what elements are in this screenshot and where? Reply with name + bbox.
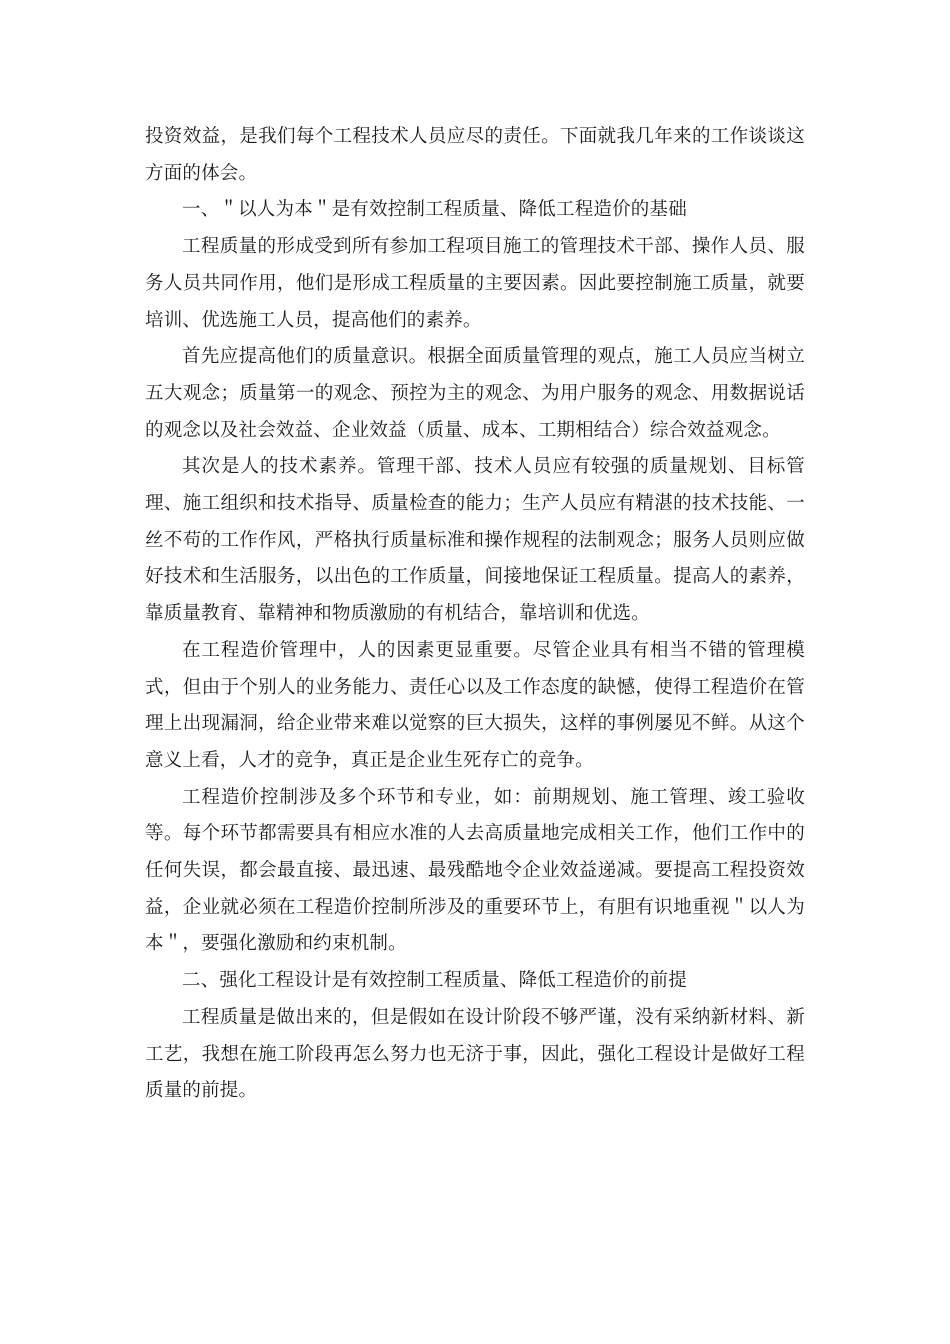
section-heading-1: 一、＂以人为本＂是有效控制工程质量、降低工程造价的基础 <box>182 199 687 221</box>
paragraph-cost-management: 在工程造价管理中，人的因素更显重要。尽管企业具有相当不错的管理模式，但由于个别人的业务能力、责任心以及工作态度的缺憾，使得工程造价在管理上出现漏洞，给企业带来难以觉察的巨大损失，这样的事例屡见不鲜。从这个意义上看，人才的竞争，真正是企业生死存亡的竞争。 <box>145 639 805 771</box>
paragraph-cost-control: 工程造价控制涉及多个环节和专业，如：前期规划、施工管理、竣工验收等。每个环节都需要具有相应水准的人去高质量地完成相关工作，他们工作中的任何失误，都会最直接、最迅速、最残酷地令企业效益递减。要提高工程投资效益，企业就必须在工程造价控制所涉及的重要环节上，有胆有识地重视＂以人为本＂，要强化激励和约束机制。 <box>145 786 805 955</box>
paragraph-quality-formation: 工程质量的形成受到所有参加工程项目施工的管理技术干部、操作人员、服务人员共同作用，他们是形成工程质量的主要因素。因此要控制施工质量，就要培训、优选施工人员，提高他们的素养。 <box>145 236 805 331</box>
paragraph-design-premise: 工程质量是做出来的，但是假如在设计阶段不够严谨，没有采纳新材料、新工艺，我想在施工阶段再怎么努力也无济于事，因此，强化工程设计是做好工程质量的前提。 <box>145 1006 805 1102</box>
paragraph-intro-continuation: 投资效益，是我们每个工程技术人员应尽的责任。下面就我几年来的工作谈谈这方面的体会。 <box>145 126 805 184</box>
section-heading-2: 二、强化工程设计是有效控制工程质量、降低工程造价的前提 <box>182 970 687 992</box>
document-body <box>145 119 805 1110</box>
paragraph-quality-awareness: 首先应提高他们的质量意识。根据全面质量管理的观点，施工人员应当树立五大观念；质量第一的观念、预控为主的观念、为用户服务的观念、用数据说话的观念以及社会效益、企业效益（质量、成本、工期相结合）综合效益观念。 <box>145 346 805 441</box>
paragraph-technical-skills: 其次是人的技术素养。管理干部、技术人员应有较强的质量规划、目标管理、施工组织和技术指导、质量检查的能力；生产人员应有精湛的技术技能、一丝不苟的工作作风，严格执行质量标准和操作规程的法制观念；服务人员则应做好技术和生活服务，以出色的工作质量，间接地保证工程质量。提高人的素养，靠质量教育、靠精神和物质激励的有机结合，靠培训和优选。 <box>145 456 805 625</box>
